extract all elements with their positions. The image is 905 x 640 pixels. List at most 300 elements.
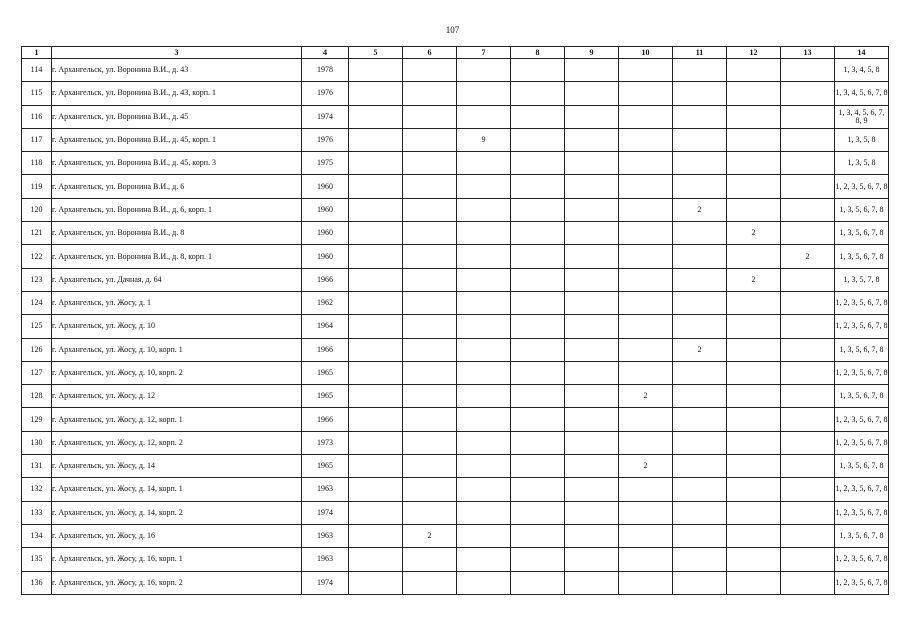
value-cell xyxy=(511,105,565,128)
value-cell xyxy=(727,478,781,501)
value-cell xyxy=(619,245,673,268)
value-cell xyxy=(781,222,835,245)
table-row xyxy=(22,268,889,291)
row-number: 128 xyxy=(22,385,52,408)
value-cell xyxy=(565,524,619,547)
year-cell: 1974 xyxy=(302,571,349,594)
column-header: 14 xyxy=(835,47,889,59)
year-cell: 1963 xyxy=(302,478,349,501)
value-cell xyxy=(727,198,781,221)
value-cell xyxy=(619,524,673,547)
value-cell xyxy=(619,478,673,501)
value-cell xyxy=(619,338,673,361)
value-cell xyxy=(781,175,835,198)
value-cell xyxy=(781,338,835,361)
codes-cell: 1, 3, 5, 6, 7, 8 xyxy=(835,524,889,547)
value-cell xyxy=(403,408,457,431)
address-cell: г. Архангельск, ул. Воронина В.И., д. 6 xyxy=(52,175,302,198)
year-cell: 1964 xyxy=(302,315,349,338)
codes-cell: 1, 3, 5, 6, 7, 8 xyxy=(835,385,889,408)
year-cell: 1973 xyxy=(302,431,349,454)
value-cell xyxy=(781,361,835,384)
value-cell xyxy=(565,431,619,454)
value-cell xyxy=(619,315,673,338)
codes-cell: 1, 2, 3, 5, 6, 7, 8 xyxy=(835,431,889,454)
value-cell xyxy=(457,548,511,571)
value-cell xyxy=(511,291,565,314)
value-cell xyxy=(673,105,727,128)
year-cell: 1966 xyxy=(302,268,349,291)
year-cell: 1974 xyxy=(302,501,349,524)
value-cell xyxy=(781,385,835,408)
value-cell xyxy=(727,524,781,547)
value-cell xyxy=(403,268,457,291)
value-cell xyxy=(727,338,781,361)
value-cell xyxy=(349,128,403,151)
value-cell: 2 xyxy=(673,338,727,361)
value-cell xyxy=(457,152,511,175)
value-cell xyxy=(457,408,511,431)
value-cell xyxy=(565,361,619,384)
value-cell: 2 xyxy=(619,455,673,478)
value-cell xyxy=(619,431,673,454)
row-number: 116 xyxy=(22,105,52,128)
codes-cell: 1, 3, 5, 7, 8 xyxy=(835,268,889,291)
value-cell xyxy=(673,291,727,314)
value-cell xyxy=(511,175,565,198)
value-cell: 2 xyxy=(781,245,835,268)
value-cell xyxy=(349,548,403,571)
value-cell xyxy=(781,152,835,175)
table-row xyxy=(22,455,889,478)
value-cell xyxy=(511,315,565,338)
value-cell xyxy=(727,431,781,454)
value-cell xyxy=(349,222,403,245)
value-cell xyxy=(673,268,727,291)
value-cell xyxy=(565,385,619,408)
codes-cell: 1, 3, 5, 6, 7, 8 xyxy=(835,455,889,478)
value-cell xyxy=(727,385,781,408)
year-cell: 1963 xyxy=(302,548,349,571)
value-cell xyxy=(565,338,619,361)
value-cell xyxy=(457,385,511,408)
column-header: 4 xyxy=(302,47,349,59)
value-cell xyxy=(511,431,565,454)
row-number: 127 xyxy=(22,361,52,384)
year-cell: 1976 xyxy=(302,82,349,105)
value-cell xyxy=(619,105,673,128)
column-header: 11 xyxy=(673,47,727,59)
value-cell xyxy=(403,59,457,82)
value-cell xyxy=(673,152,727,175)
value-cell xyxy=(619,222,673,245)
value-cell xyxy=(403,245,457,268)
value-cell xyxy=(619,548,673,571)
value-cell xyxy=(565,408,619,431)
codes-cell: 1, 3, 5, 8 xyxy=(835,152,889,175)
value-cell xyxy=(403,431,457,454)
value-cell xyxy=(565,152,619,175)
value-cell xyxy=(403,105,457,128)
year-cell: 1966 xyxy=(302,408,349,431)
value-cell xyxy=(781,198,835,221)
value-cell xyxy=(673,82,727,105)
year-cell: 1965 xyxy=(302,361,349,384)
value-cell xyxy=(673,478,727,501)
row-number: 119 xyxy=(22,175,52,198)
value-cell xyxy=(673,175,727,198)
value-cell xyxy=(619,152,673,175)
value-cell xyxy=(403,548,457,571)
value-cell xyxy=(673,222,727,245)
value-cell xyxy=(781,291,835,314)
value-cell xyxy=(781,128,835,151)
value-cell xyxy=(349,198,403,221)
table-row xyxy=(22,501,889,524)
value-cell xyxy=(673,128,727,151)
row-number: 115 xyxy=(22,82,52,105)
value-cell xyxy=(565,268,619,291)
value-cell xyxy=(457,198,511,221)
value-cell xyxy=(673,548,727,571)
row-number: 122 xyxy=(22,245,52,268)
value-cell xyxy=(673,408,727,431)
value-cell xyxy=(457,338,511,361)
row-number: 123 xyxy=(22,268,52,291)
value-cell xyxy=(565,175,619,198)
table-row xyxy=(22,571,889,594)
value-cell xyxy=(511,524,565,547)
value-cell xyxy=(511,501,565,524)
table-row xyxy=(22,385,889,408)
codes-cell: 1, 2, 3, 5, 6, 7, 8 xyxy=(835,548,889,571)
value-cell xyxy=(727,291,781,314)
address-cell: г. Архангельск, ул. Жосу, д. 10, корп. 1 xyxy=(52,338,302,361)
address-cell: г. Архангельск, ул. Жосу, д. 12 xyxy=(52,385,302,408)
year-cell: 1963 xyxy=(302,524,349,547)
value-cell: 9 xyxy=(457,128,511,151)
value-cell xyxy=(781,455,835,478)
codes-cell: 1, 3, 4, 5, 8 xyxy=(835,59,889,82)
value-cell xyxy=(781,82,835,105)
column-header: 5 xyxy=(349,47,403,59)
value-cell xyxy=(403,222,457,245)
table-row xyxy=(22,152,889,175)
year-cell: 1966 xyxy=(302,338,349,361)
value-cell xyxy=(349,175,403,198)
year-cell: 1974 xyxy=(302,105,349,128)
value-cell xyxy=(457,478,511,501)
value-cell xyxy=(511,198,565,221)
value-cell xyxy=(349,105,403,128)
value-cell xyxy=(565,222,619,245)
row-number: 121 xyxy=(22,222,52,245)
codes-cell: 1, 2, 3, 5, 6, 7, 8 xyxy=(835,408,889,431)
value-cell xyxy=(565,291,619,314)
value-cell xyxy=(781,315,835,338)
value-cell xyxy=(673,245,727,268)
address-cell: г. Архангельск, ул. Жосу, д. 16, корп. 2 xyxy=(52,571,302,594)
column-header: 9 xyxy=(565,47,619,59)
value-cell xyxy=(673,571,727,594)
value-cell: 2 xyxy=(403,524,457,547)
row-number: 133 xyxy=(22,501,52,524)
table-row xyxy=(22,338,889,361)
value-cell xyxy=(349,385,403,408)
value-cell xyxy=(565,478,619,501)
value-cell xyxy=(403,385,457,408)
value-cell xyxy=(403,361,457,384)
value-cell xyxy=(619,198,673,221)
row-number: 124 xyxy=(22,291,52,314)
value-cell xyxy=(781,59,835,82)
row-number: 135 xyxy=(22,548,52,571)
value-cell xyxy=(403,571,457,594)
value-cell xyxy=(349,59,403,82)
value-cell xyxy=(511,455,565,478)
value-cell xyxy=(727,175,781,198)
row-number: 130 xyxy=(22,431,52,454)
codes-cell: 1, 2, 3, 5, 6, 7, 8 xyxy=(835,361,889,384)
value-cell xyxy=(403,198,457,221)
column-header: 3 xyxy=(52,47,302,59)
codes-cell: 1, 2, 3, 5, 6, 7, 8 xyxy=(835,291,889,314)
codes-cell: 1, 2, 3, 5, 6, 7, 8 xyxy=(835,315,889,338)
column-header: 7 xyxy=(457,47,511,59)
table-row xyxy=(22,175,889,198)
value-cell xyxy=(673,431,727,454)
value-cell xyxy=(457,105,511,128)
value-cell xyxy=(349,571,403,594)
value-cell xyxy=(727,455,781,478)
value-cell xyxy=(349,501,403,524)
codes-cell: 1, 3, 5, 6, 7, 8 xyxy=(835,198,889,221)
value-cell xyxy=(511,385,565,408)
row-number: 118 xyxy=(22,152,52,175)
table-row xyxy=(22,524,889,547)
value-cell xyxy=(457,245,511,268)
value-cell xyxy=(727,408,781,431)
row-number: 125 xyxy=(22,315,52,338)
value-cell xyxy=(727,501,781,524)
table-row xyxy=(22,222,889,245)
value-cell xyxy=(457,431,511,454)
value-cell xyxy=(457,82,511,105)
address-cell: г. Архангельск, ул. Жосу, д. 14, корп. 1 xyxy=(52,478,302,501)
row-number: 120 xyxy=(22,198,52,221)
value-cell xyxy=(619,268,673,291)
value-cell xyxy=(727,128,781,151)
value-cell xyxy=(457,268,511,291)
address-cell: г. Архангельск, ул. Жосу, д. 12, корп. 2 xyxy=(52,431,302,454)
page-number: 107 xyxy=(445,25,460,35)
value-cell xyxy=(403,501,457,524)
header-row xyxy=(22,47,889,59)
row-number: 134 xyxy=(22,524,52,547)
value-cell xyxy=(349,291,403,314)
table-row xyxy=(22,291,889,314)
value-cell xyxy=(349,338,403,361)
table-row xyxy=(22,431,889,454)
value-cell: 2 xyxy=(727,222,781,245)
year-cell: 1965 xyxy=(302,455,349,478)
value-cell xyxy=(619,128,673,151)
address-cell: г. Архангельск, ул. Воронина В.И., д. 8 xyxy=(52,222,302,245)
value-cell xyxy=(457,291,511,314)
value-cell xyxy=(511,268,565,291)
value-cell xyxy=(673,315,727,338)
value-cell xyxy=(673,501,727,524)
value-cell xyxy=(781,105,835,128)
value-cell xyxy=(349,152,403,175)
address-cell: г. Архангельск, ул. Жосу, д. 14, корп. 2 xyxy=(52,501,302,524)
value-cell xyxy=(619,501,673,524)
address-cell: г. Архангельск, ул. Воронина В.И., д. 6, корп. 1 xyxy=(52,198,302,221)
value-cell xyxy=(511,408,565,431)
row-number: 117 xyxy=(22,128,52,151)
address-cell: г. Архангельск, ул. Жосу, д. 1 xyxy=(52,291,302,314)
value-cell xyxy=(619,82,673,105)
value-cell xyxy=(727,315,781,338)
value-cell xyxy=(511,82,565,105)
value-cell xyxy=(403,291,457,314)
column-header: 12 xyxy=(727,47,781,59)
column-header: 13 xyxy=(781,47,835,59)
value-cell xyxy=(781,501,835,524)
value-cell xyxy=(403,315,457,338)
codes-cell: 1, 3, 5, 8 xyxy=(835,128,889,151)
column-header: 10 xyxy=(619,47,673,59)
value-cell xyxy=(511,338,565,361)
address-cell: г. Архангельск, ул. Воронина В.И., д. 45, корп. 3 xyxy=(52,152,302,175)
value-cell xyxy=(727,152,781,175)
value-cell xyxy=(619,571,673,594)
value-cell xyxy=(565,315,619,338)
address-cell: г. Архангельск, ул. Воронина В.И., д. 8, корп. 1 xyxy=(52,245,302,268)
value-cell xyxy=(565,198,619,221)
value-cell xyxy=(511,361,565,384)
value-cell xyxy=(673,455,727,478)
address-cell: г. Архангельск, ул. Жосу, д. 12, корп. 1 xyxy=(52,408,302,431)
value-cell xyxy=(781,408,835,431)
value-cell xyxy=(457,361,511,384)
codes-cell: 1, 2, 3, 5, 6, 7, 8 xyxy=(835,501,889,524)
value-cell xyxy=(457,222,511,245)
value-cell xyxy=(511,222,565,245)
value-cell xyxy=(349,268,403,291)
value-cell xyxy=(673,59,727,82)
table-row xyxy=(22,361,889,384)
row-number: 132 xyxy=(22,478,52,501)
value-cell xyxy=(403,128,457,151)
table-row xyxy=(22,408,889,431)
value-cell xyxy=(565,245,619,268)
year-cell: 1978 xyxy=(302,59,349,82)
value-cell xyxy=(727,548,781,571)
value-cell xyxy=(349,245,403,268)
value-cell xyxy=(727,361,781,384)
address-cell: г. Архангельск, ул. Воронина В.И., д. 45, корп. 1 xyxy=(52,128,302,151)
table-row xyxy=(22,245,889,268)
value-cell: 2 xyxy=(673,198,727,221)
value-cell xyxy=(349,524,403,547)
value-cell xyxy=(403,82,457,105)
value-cell xyxy=(565,59,619,82)
table-row xyxy=(22,82,889,105)
row-number: 114 xyxy=(22,59,52,82)
value-cell xyxy=(565,128,619,151)
value-cell xyxy=(727,571,781,594)
value-cell xyxy=(457,59,511,82)
value-cell: 2 xyxy=(619,385,673,408)
table-row xyxy=(22,128,889,151)
value-cell xyxy=(727,105,781,128)
row-number: 131 xyxy=(22,455,52,478)
value-cell xyxy=(403,455,457,478)
value-cell xyxy=(349,82,403,105)
value-cell xyxy=(781,268,835,291)
address-cell: г. Архангельск, ул. Жосу, д. 14 xyxy=(52,455,302,478)
codes-cell: 1, 3, 4, 5, 6, 7, 8, 9 xyxy=(835,105,889,128)
address-cell: г. Архангельск, ул. Жосу, д. 16, корп. 1 xyxy=(52,548,302,571)
value-cell xyxy=(349,361,403,384)
value-cell xyxy=(457,175,511,198)
value-cell xyxy=(781,431,835,454)
year-cell: 1976 xyxy=(302,128,349,151)
address-cell: г. Архангельск, ул. Воронина В.И., д. 43, корп. 1 xyxy=(52,82,302,105)
year-cell: 1960 xyxy=(302,175,349,198)
register-table xyxy=(21,46,889,595)
table-body xyxy=(22,59,889,595)
value-cell xyxy=(457,315,511,338)
table-row xyxy=(22,105,889,128)
codes-cell: 1, 2, 3, 5, 6, 7, 8 xyxy=(835,571,889,594)
value-cell xyxy=(457,501,511,524)
codes-cell: 1, 3, 4, 5, 6, 7, 8 xyxy=(835,82,889,105)
value-cell xyxy=(619,59,673,82)
value-cell xyxy=(565,455,619,478)
value-cell xyxy=(727,82,781,105)
address-cell: г. Архангельск, ул. Жосу, д. 16 xyxy=(52,524,302,547)
column-header: 8 xyxy=(511,47,565,59)
year-cell: 1962 xyxy=(302,291,349,314)
row-number: 126 xyxy=(22,338,52,361)
year-cell: 1975 xyxy=(302,152,349,175)
table-row xyxy=(22,478,889,501)
value-cell xyxy=(349,315,403,338)
value-cell xyxy=(781,571,835,594)
table-row xyxy=(22,548,889,571)
value-cell xyxy=(403,338,457,361)
column-header: 1 xyxy=(22,47,52,59)
value-cell xyxy=(727,245,781,268)
value-cell xyxy=(457,455,511,478)
address-cell: г. Архангельск, ул. Жосу, д. 10 xyxy=(52,315,302,338)
value-cell xyxy=(619,361,673,384)
value-cell xyxy=(673,361,727,384)
value-cell xyxy=(565,105,619,128)
year-cell: 1960 xyxy=(302,222,349,245)
value-cell xyxy=(349,431,403,454)
row-number: 129 xyxy=(22,408,52,431)
value-cell xyxy=(619,408,673,431)
codes-cell: 1, 3, 5, 6, 7, 8 xyxy=(835,338,889,361)
value-cell xyxy=(457,571,511,594)
value-cell xyxy=(565,501,619,524)
value-cell xyxy=(511,152,565,175)
value-cell xyxy=(781,524,835,547)
value-cell xyxy=(565,571,619,594)
